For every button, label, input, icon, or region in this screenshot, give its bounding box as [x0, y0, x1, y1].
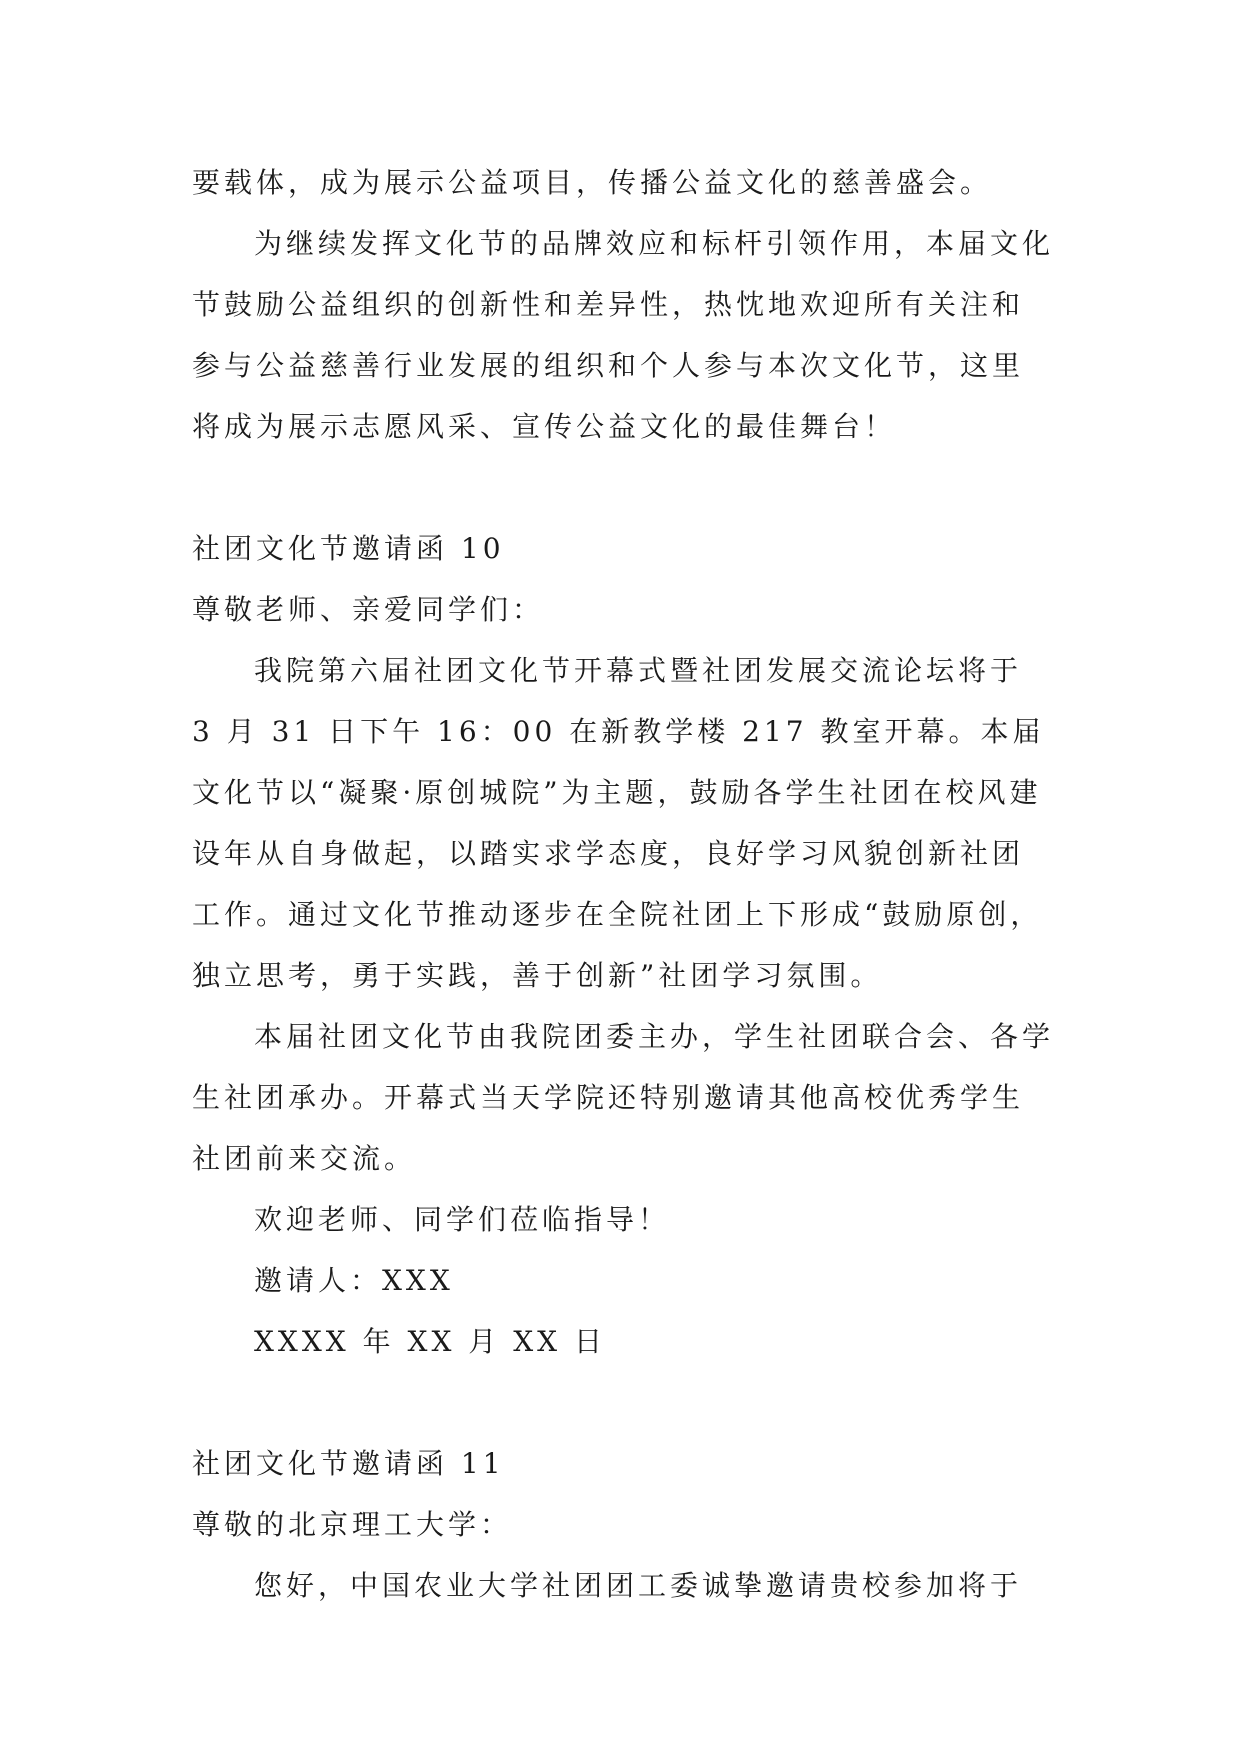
paragraph: 本届社团文化节由我院团委主办，学生社团联合会、各学生社团承办。开幕式当天学院还特别邀请其他高校优秀学生社团前来交流。	[192, 1020, 1055, 1175]
continuation-text: 要载体，成为展示公益项目，传播公益文化的慈善盛会。	[192, 166, 993, 199]
paragraph: 为继续发挥文化节的品牌效应和标杆引领作用，本届文化节鼓励公益组织的创新性和差异性，热忱地欢迎所有关注和参与公益慈善行业发展的组织和个人参与本次文化节，这里将成为展示志愿风采、宣传公益文化的最佳舞台！	[192, 227, 1055, 443]
paragraph: 您好，中国农业大学社团团工委诚挚邀请贵校参加将于	[254, 1569, 1023, 1602]
date-line: XXXX 年 XX 月 XX 日	[254, 1325, 606, 1358]
inviter-line: 邀请人：XXX	[254, 1264, 454, 1297]
document-body	[192, 152, 1054, 1616]
salutation: 尊敬的北京理工大学：	[192, 1508, 513, 1541]
section-title: 社团文化节邀请函 10	[192, 532, 505, 565]
welcome-line: 欢迎老师、同学们莅临指导！	[254, 1203, 671, 1236]
paragraph: 我院第六届社团文化节开幕式暨社团发展交流论坛将于 3 月 31 日下午 16：00 在新教学楼 217 教室开幕。本届文化节以“凝聚·原创城院”为主题，鼓励各学生社团在校风建设年从自身做起，以踏实求学态度，良好学习风貌创新社团工作。通过文化节推动逐步在全院社团上下形成“鼓励原创，独立思考，勇于实践，善于创新”社团学习氛围。	[192, 654, 1045, 992]
section-title: 社团文化节邀请函 11	[192, 1447, 505, 1480]
salutation: 尊敬老师、亲爱同学们：	[192, 593, 545, 626]
